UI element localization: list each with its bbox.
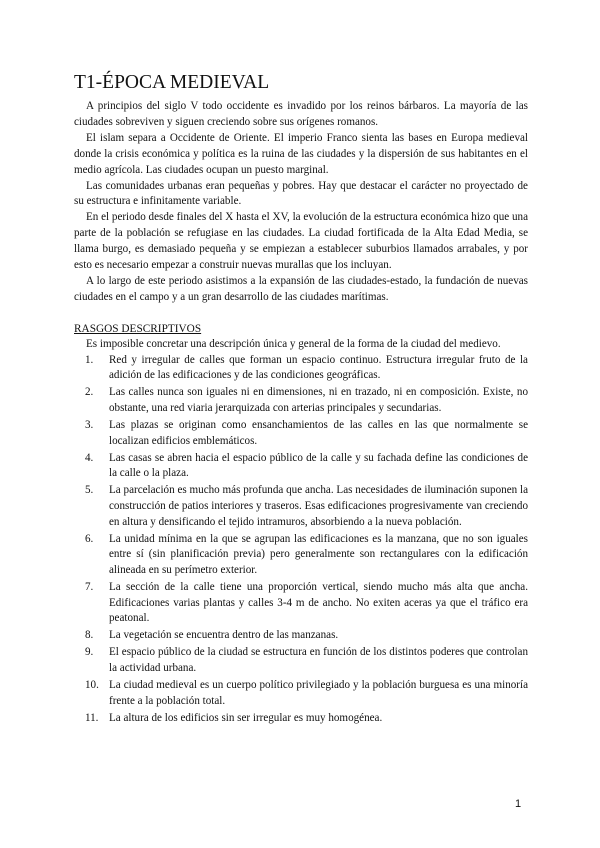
list-item-text: La unidad mínima en la que se agrupan las edificaciones es la manzana, que no son iguales entre sí (sin planificación previa) pero generalmente son rectangulares con la edificación alineada en su perímetro exterior. bbox=[109, 532, 528, 576]
list-item-text: La sección de la calle tiene una proporción vertical, siendo mucho más alta que ancha. Edificaciones varias plantas y calles 3-4 m de ancho. No exiten aceras ya que el tráfico era peatonal. bbox=[109, 581, 528, 625]
features-list bbox=[74, 353, 528, 727]
list-item-number: 5. bbox=[85, 484, 94, 497]
list-item-number: 6. bbox=[85, 532, 94, 545]
list-item-number: 4. bbox=[85, 451, 94, 464]
page-title: T1-ÉPOCA MEDIEVAL bbox=[74, 72, 270, 93]
list-item-number: 2. bbox=[85, 386, 94, 399]
list-item-text: El espacio público de la ciudad se estructura en función de los distintos poderes que controlan la actividad urbana. bbox=[109, 646, 528, 674]
list-item bbox=[74, 385, 528, 416]
list-item-number: 11. bbox=[85, 711, 99, 724]
list-item bbox=[74, 532, 528, 579]
list-item-text: Las plazas se originan como ensanchamientos de las calles en las que normalmente se localizan edificios emblemáticos. bbox=[109, 419, 528, 447]
list-item-text: Las calles nunca son iguales ni en dimensiones, ni en trazado, ni en composición. Existe, no obstante, una red viaria jerarquizada con arterias principales y secundarias. bbox=[109, 386, 528, 414]
list-item-text: La vegetación se encuentra dentro de las manzanas. bbox=[109, 629, 339, 642]
list-item bbox=[74, 353, 528, 384]
list-item-number: 10. bbox=[85, 679, 99, 692]
list-item bbox=[74, 711, 528, 727]
list-item bbox=[74, 628, 528, 644]
list-item-text: La ciudad medieval es un cuerpo político privilegiado y la población burguesa es una minoría frente a la población total. bbox=[109, 679, 528, 707]
section-heading: RASGOS DESCRIPTIVOS bbox=[74, 322, 202, 335]
intro-paragraph: Las comunidades urbanas eran pequeñas y pobres. Hay que destacar el carácter no proyectado de su estructura e infinitamente variable. bbox=[74, 179, 528, 208]
list-item bbox=[74, 580, 528, 627]
list-item-number: 7. bbox=[85, 581, 94, 593]
list-item bbox=[74, 451, 528, 482]
intro-paragraph: A principios del siglo V todo occidente es invadido por los reinos bárbaros. La mayoría de las ciudades sobreviven y siguen creciendo sobre sus orígenes romanos. bbox=[74, 100, 528, 128]
intro-paragraph: El islam separa a Occidente de Oriente. El imperio Franco sienta las bases en Europa medieval donde la crisis económica y política es la ruina de las ciudades y la dispersión de sus habitantes en el medio agrícola. Las ciudades ocupan un puesto marginal. bbox=[74, 131, 528, 176]
intro-paragraphs bbox=[74, 99, 528, 306]
intro-paragraph: A lo largo de este periodo asistimos a la expansión de las ciudades-estado, la fundación de nuevas ciudades en el campo y a un gran desarrollo de las ciudades marítimas. bbox=[74, 274, 528, 303]
page-content bbox=[74, 72, 528, 728]
list-item-number: 9. bbox=[85, 646, 94, 659]
intro-paragraph: En el periodo desde finales del X hasta el XV, la evolución de la estructura económica hizo que una parte de la población se refugiase en las ciudades. La ciudad fortificada de la Alta Edad Media, se llama burgo, es demasiado pequeña y se empiezan a establecer suburbios llamados arrabales, y por esto es necesario empezar a construir nuevas murallas que los incluyan. bbox=[74, 211, 528, 272]
list-item-text: La altura de los edificios sin ser irregular es muy homogénea. bbox=[109, 711, 383, 724]
list-item bbox=[74, 483, 528, 530]
section-intro: Es imposible concretar una descripción única y general de la forma de la ciudad del medievo. bbox=[86, 337, 501, 350]
list-item bbox=[74, 678, 528, 709]
list-item-number: 3. bbox=[85, 419, 94, 432]
page-number: 1 bbox=[515, 798, 522, 810]
list-item-text: La parcelación es mucho más profunda que ancha. Las necesidades de iluminación suponen la construcción de patios interiores y traseros. Esas edificaciones progresivamente van creciendo en altura y densificando el tejido intramuros, absorbiendo a la nueva población. bbox=[109, 484, 528, 528]
list-item-text: Las casas se abren hacia el espacio público de la calle y su fachada define las condiciones de la calle o la plaza. bbox=[109, 451, 528, 480]
list-item-number: 8. bbox=[85, 629, 94, 642]
list-item-text: Red y irregular de calles que forman un espacio continuo. Estructura irregular fruto de la adición de las edificaciones y de las condiciones geográficas. bbox=[109, 353, 528, 382]
list-item bbox=[74, 645, 528, 676]
list-item-number: 1. bbox=[85, 353, 94, 366]
list-item bbox=[74, 418, 528, 449]
